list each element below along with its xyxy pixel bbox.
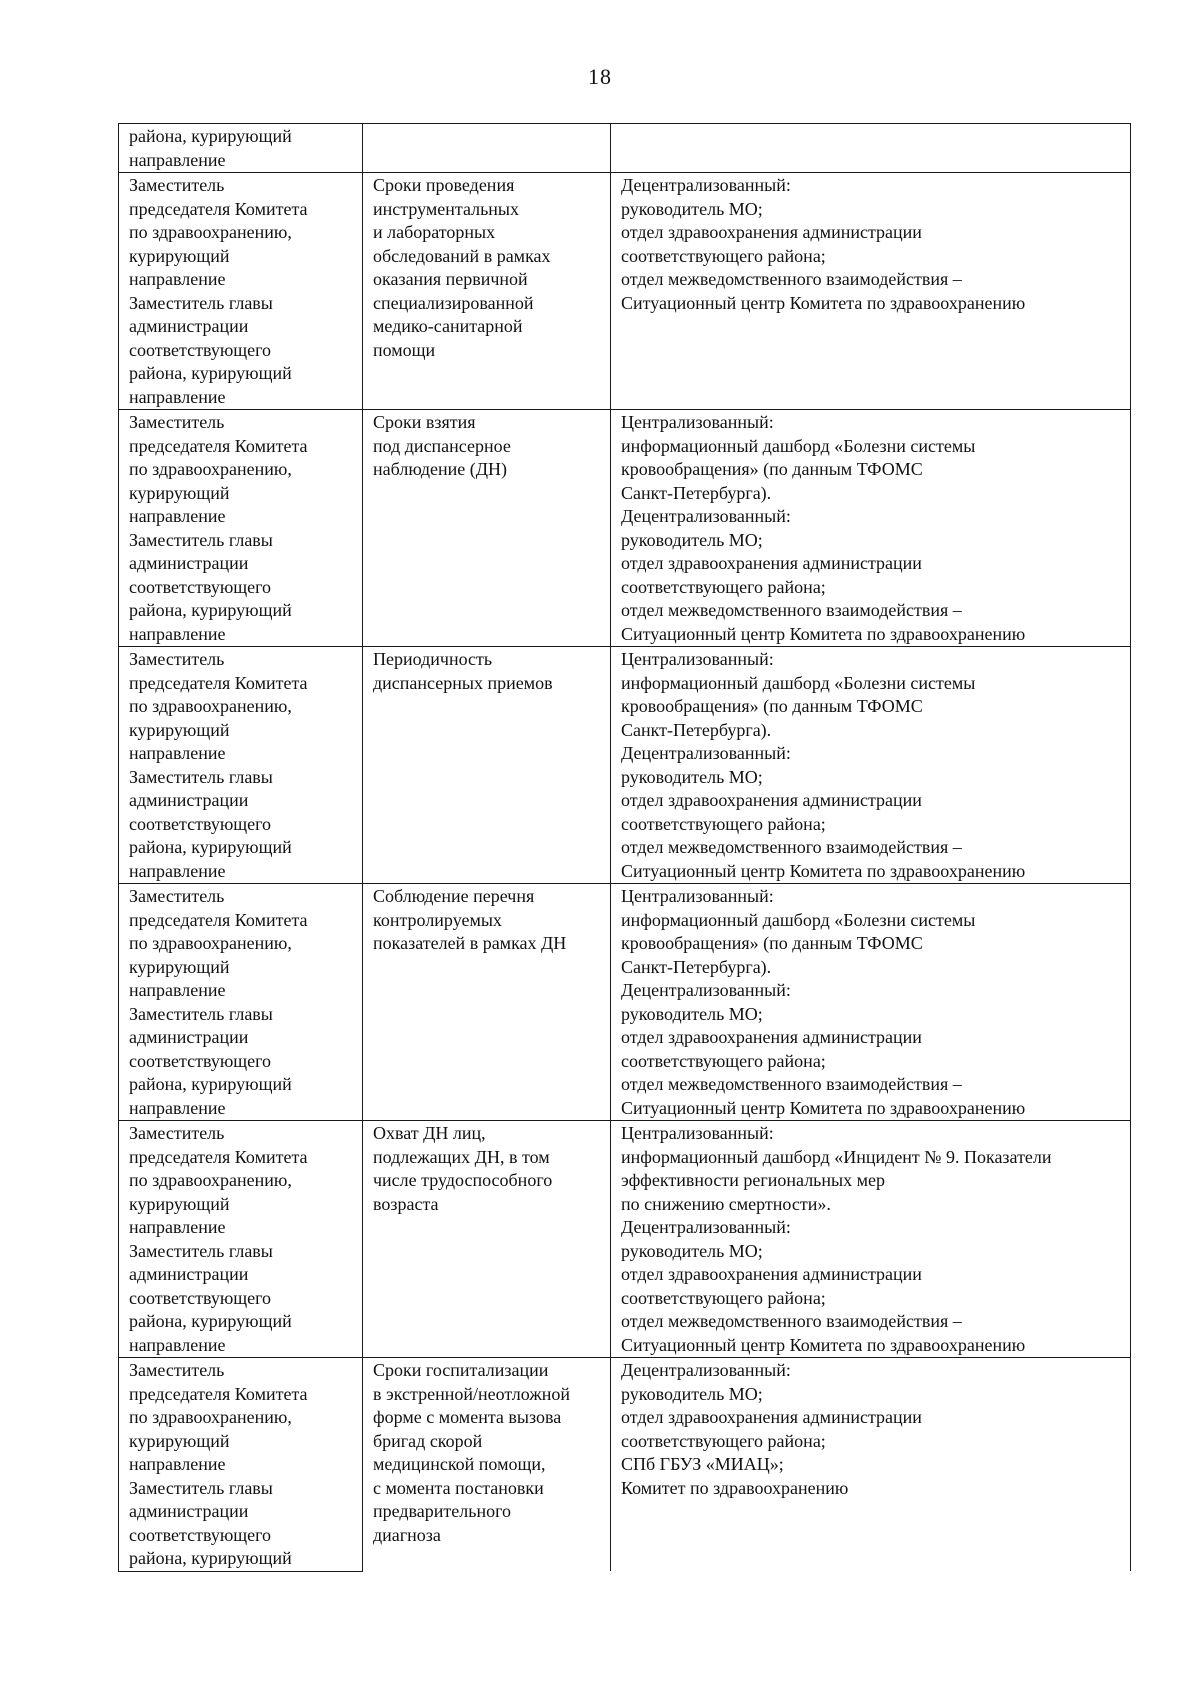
monitoring-text: Децентрализованный: руководитель МО; отдел здравоохранения администрации соответствующего района; СПб ГБУЗ «МИАЦ»; Комитет по здравоохранению — [621, 1360, 922, 1498]
responsible-text: района, курирующий направление — [129, 126, 292, 170]
indicator-cell — [363, 884, 611, 1121]
monitoring-cell — [611, 1121, 1131, 1358]
monitoring-text: Децентрализованный: руководитель МО; отдел здравоохранения администрации соответствующего района; отдел межведомственного взаимодействия – Ситуационный центр Комитета по здравоохранению — [621, 175, 1026, 313]
indicator-cell — [363, 1358, 611, 1572]
responsible-text: Заместитель председателя Комитета по здравоохранению, курирующий направление Заместитель главы администрации соответствующего района, курирующий направление — [129, 412, 308, 644]
table-row — [119, 1121, 1131, 1358]
monitoring-text: Централизованный: информационный дашборд «Болезни системы кровообращения» (по данным ТФОМС Санкт-Петербурга). Децентрализованный: руководитель МО; отдел здравоохранения администрации соответствующего района; отдел межведомственного взаимодействия – Ситуационный центр Комитета по здравоохранению — [621, 649, 1026, 881]
monitoring-text: Централизованный: информационный дашборд «Болезни системы кровообращения» (по данным ТФОМС Санкт-Петербурга). Децентрализованный: руководитель МО; отдел здравоохранения администрации соответствующего района; отдел межведомственного взаимодействия – Ситуационный центр Комитета по здравоохранению — [621, 412, 1026, 644]
responsible-text: Заместитель председателя Комитета по здравоохранению, курирующий направление Заместитель главы администрации соответствующего района, курирующий — [129, 1360, 308, 1568]
responsible-cell — [119, 173, 363, 410]
indicator-text: Сроки проведения инструментальных и лабораторных обследований в рамках оказания первичной специализированной медико-санитарной помощи — [373, 175, 551, 360]
table-row — [119, 124, 1131, 173]
indicator-cell — [363, 647, 611, 884]
responsible-cell — [119, 1358, 363, 1572]
indicator-text: Соблюдение перечня контролируемых показателей в рамках ДН — [373, 886, 567, 953]
responsible-cell — [119, 124, 363, 173]
table-row — [119, 647, 1131, 884]
table-row — [119, 410, 1131, 647]
responsible-text: Заместитель председателя Комитета по здравоохранению, курирующий направление Заместитель главы администрации соответствующего района, курирующий направление — [129, 649, 308, 881]
indicator-text: Сроки взятия под диспансерное наблюдение (ДН) — [373, 412, 511, 479]
monitoring-cell — [611, 1358, 1131, 1572]
responsible-cell — [119, 884, 363, 1121]
page-number: 18 — [588, 64, 612, 89]
indicator-cell — [363, 410, 611, 647]
indicator-text: Периодичность диспансерных приемов — [373, 649, 553, 693]
table-row — [119, 1358, 1131, 1572]
indicator-cell — [363, 173, 611, 410]
table-row — [119, 173, 1131, 410]
responsible-cell — [119, 1121, 363, 1358]
responsible-text: Заместитель председателя Комитета по здравоохранению, курирующий направление Заместитель главы администрации соответствующего района, курирующий направление — [129, 175, 308, 407]
monitoring-cell — [611, 884, 1131, 1121]
responsible-text: Заместитель председателя Комитета по здравоохранению, курирующий направление Заместитель главы администрации соответствующего района, курирующий направление — [129, 886, 308, 1118]
monitoring-cell — [611, 647, 1131, 884]
monitoring-cell — [611, 410, 1131, 647]
monitoring-text: Централизованный: информационный дашборд «Инцидент № 9. Показатели эффективности региональных мер по снижению смертности». Децентрализованный: руководитель МО; отдел здравоохранения администрации соответствующего района; отдел межведомственного взаимодействия – Ситуационный центр Комитета по здравоохранению — [621, 1123, 1052, 1355]
indicator-cell — [363, 1121, 611, 1358]
table-row — [119, 884, 1131, 1121]
indicator-cell — [363, 124, 611, 173]
indicator-text: Сроки госпитализации в экстренной/неотложной форме с момента вызова бригад скорой медицинской помощи, с момента постановки предварительного диагноза — [373, 1360, 571, 1545]
responsible-cell — [119, 410, 363, 647]
responsible-text: Заместитель председателя Комитета по здравоохранению, курирующий направление Заместитель главы администрации соответствующего района, курирующий направление — [129, 1123, 308, 1355]
indicator-text: Охват ДН лиц, подлежащих ДН, в том числе трудоспособного возраста — [373, 1123, 553, 1214]
monitoring-text: Централизованный: информационный дашборд «Болезни системы кровообращения» (по данным ТФОМС Санкт-Петербурга). Децентрализованный: руководитель МО; отдел здравоохранения администрации соответствующего района; отдел межведомственного взаимодействия – Ситуационный центр Комитета по здравоохранению — [621, 886, 1026, 1118]
responsible-cell — [119, 647, 363, 884]
monitoring-cell — [611, 173, 1131, 410]
monitoring-table — [118, 123, 1131, 1572]
monitoring-cell — [611, 124, 1131, 173]
